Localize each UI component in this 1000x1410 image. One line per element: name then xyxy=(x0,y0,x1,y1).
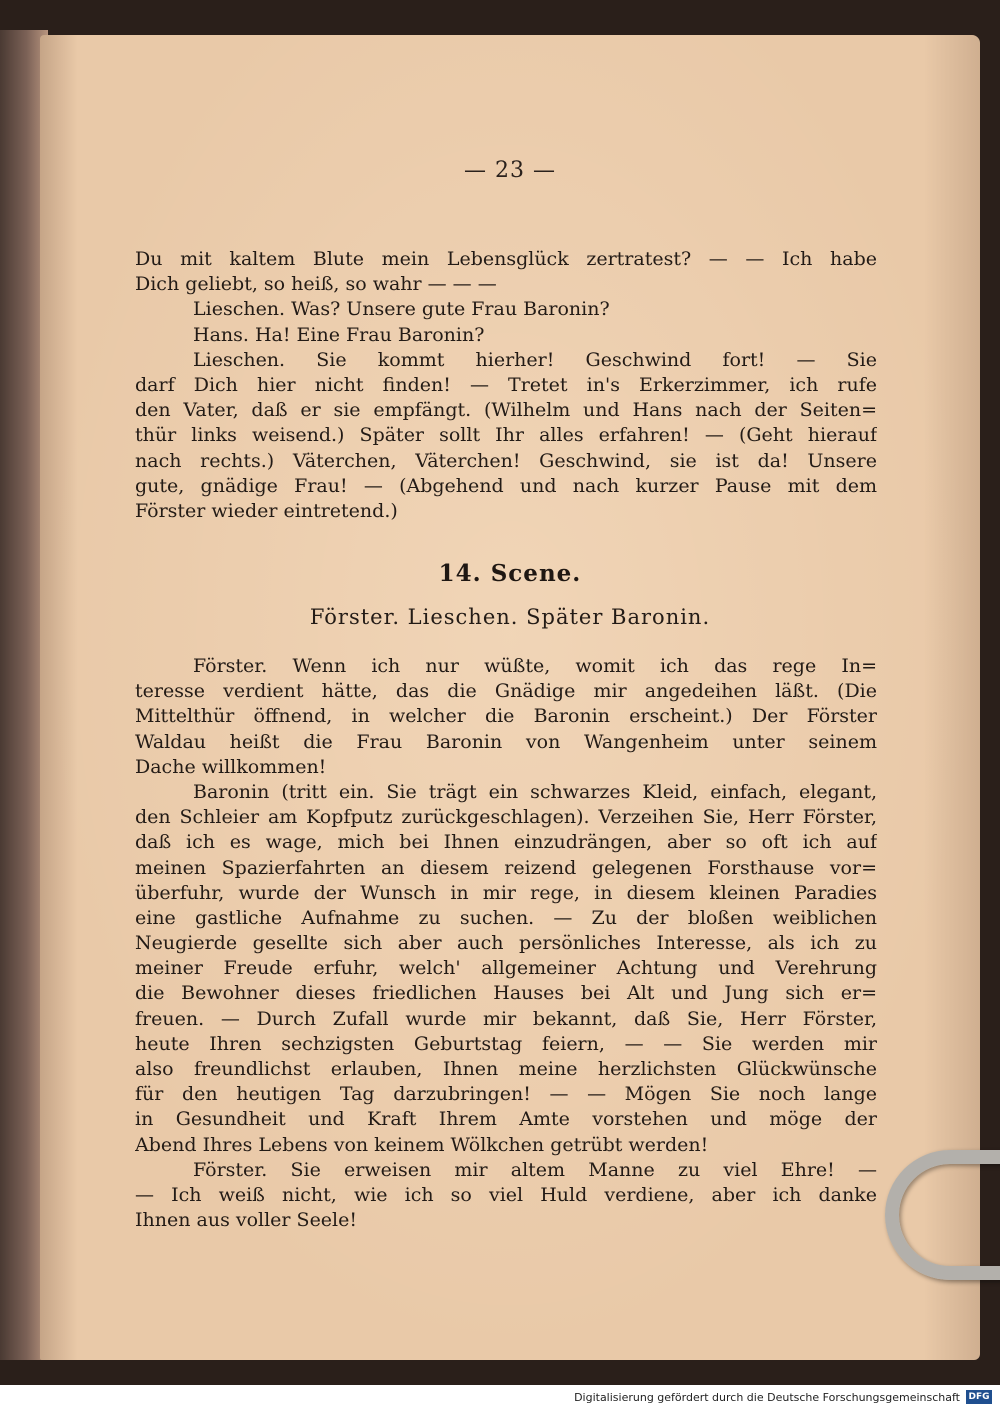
dfg-logo: DFG xyxy=(966,1390,992,1404)
text-line: gute, gnädige Frau! — (Abgehend und nach kurzer Pause mit dem xyxy=(135,474,877,497)
footer-bar xyxy=(0,1385,1000,1410)
text-block-dialogue xyxy=(135,247,877,524)
text-line: — Ich weiß nicht, wie ich so viel Huld verdiene, aber ich danke xyxy=(135,1183,877,1206)
text-line: den Vater, daß er sie empfängt. (Wilhelm und Hans nach der Seiten= xyxy=(135,399,877,422)
text-line: Du mit kaltem Blute mein Lebensglück zertratest? — — Ich habe xyxy=(135,248,877,270)
text-line: Lieschen. Sie kommt hierher! Geschwind fort! — Sie xyxy=(193,348,877,371)
text-line: Mittelthür öffnend, in welcher die Baronin erscheint.) Der Förster xyxy=(135,705,877,728)
text-block-scene xyxy=(135,654,877,1233)
text-line: den Schleier am Kopfputz zurückgeschlagen). Verzeihen Sie, Herr Förster, xyxy=(135,806,877,829)
text-line: Abend Ihres Lebens von keinem Wölkchen getrübt werden! xyxy=(135,1133,709,1156)
text-line: Förster. Sie erweisen mir altem Manne zu viel Ehre! — xyxy=(193,1158,877,1181)
footer-credit: Digitalisierung gefördert durch die Deutsche Forschungsgemeinschaft xyxy=(574,1391,960,1404)
text-line: Förster. Wenn ich nur wüßte, womit ich das rege In= xyxy=(193,655,877,677)
text-line: die Bewohner dieses friedlichen Hauses bei Alt und Jung sich er= xyxy=(135,982,877,1005)
text-line: meinen Spazierfahrten an diesem reizend gelegenen Forsthause vor= xyxy=(135,856,877,879)
text-line: eine gastliche Aufnahme zu suchen. — Zu der bloßen weiblichen xyxy=(135,906,877,929)
text-line: Dich geliebt, so heiß, so wahr — — — xyxy=(135,273,497,296)
text-line: nach rechts.) Väterchen, Väterchen! Geschwind, sie ist da! Unsere xyxy=(135,449,877,472)
text-line: daß ich es wage, mich bei Ihnen einzudrängen, aber so oft ich auf xyxy=(135,831,877,854)
text-line: überfuhr, wurde der Wunsch in mir rege, in diesem kleinen Paradies xyxy=(135,881,877,904)
text-line: darf Dich hier nicht finden! — Tretet in's Erkerzimmer, ich rufe xyxy=(135,373,877,396)
text-line: Lieschen. Was? Unsere gute Frau Baronin? xyxy=(193,298,610,321)
text-line: Neugierde gesellte sich aber auch persönliches Interesse, als ich zu xyxy=(135,932,877,955)
text-line: heute Ihren sechzigsten Geburtstag feiern, — — Sie werden mir xyxy=(135,1032,877,1055)
text-line: Baronin (tritt ein. Sie trägt ein schwarzes Kleid, einfach, elegant, xyxy=(193,780,877,803)
page-number: — 23 — xyxy=(464,158,556,183)
text-line: Dache willkommen! xyxy=(135,755,327,778)
text-line: Hans. Ha! Eine Frau Baronin? xyxy=(193,323,485,346)
text-line: Waldau heißt die Frau Baronin von Wangenheim unter seinem xyxy=(135,730,877,753)
text-line: in Gesundheit und Kraft Ihrem Amte vorstehen und möge der xyxy=(135,1108,877,1131)
text-line: also freundlichst erlauben, Ihnen meine herzlichsten Glückwünsche xyxy=(135,1058,877,1080)
text-line: meiner Freude erfuhr, welch' allgemeiner Achtung und Verehrung xyxy=(135,957,877,980)
book-page xyxy=(40,35,980,1360)
text-line: Ihnen aus voller Seele! xyxy=(135,1209,358,1232)
scene-heading: 14. Scene. xyxy=(438,560,582,587)
text-line: thür links weisend.) Später sollt Ihr alles erfahren! — (Geht hierauf xyxy=(135,424,877,447)
text-line: Förster wieder eintretend.) xyxy=(135,499,398,522)
text-line: für den heutigen Tag darzubringen! — — Mögen Sie noch lange xyxy=(135,1083,877,1106)
scene-cast-list: Förster. Lieschen. Später Baronin. xyxy=(309,605,711,629)
text-line: teresse verdient hätte, das die Gnädige mir angedeihen läßt. (Die xyxy=(135,680,877,703)
text-line: freuen. — Durch Zufall wurde mir bekannt, daß Sie, Herr Förster, xyxy=(135,1007,877,1030)
